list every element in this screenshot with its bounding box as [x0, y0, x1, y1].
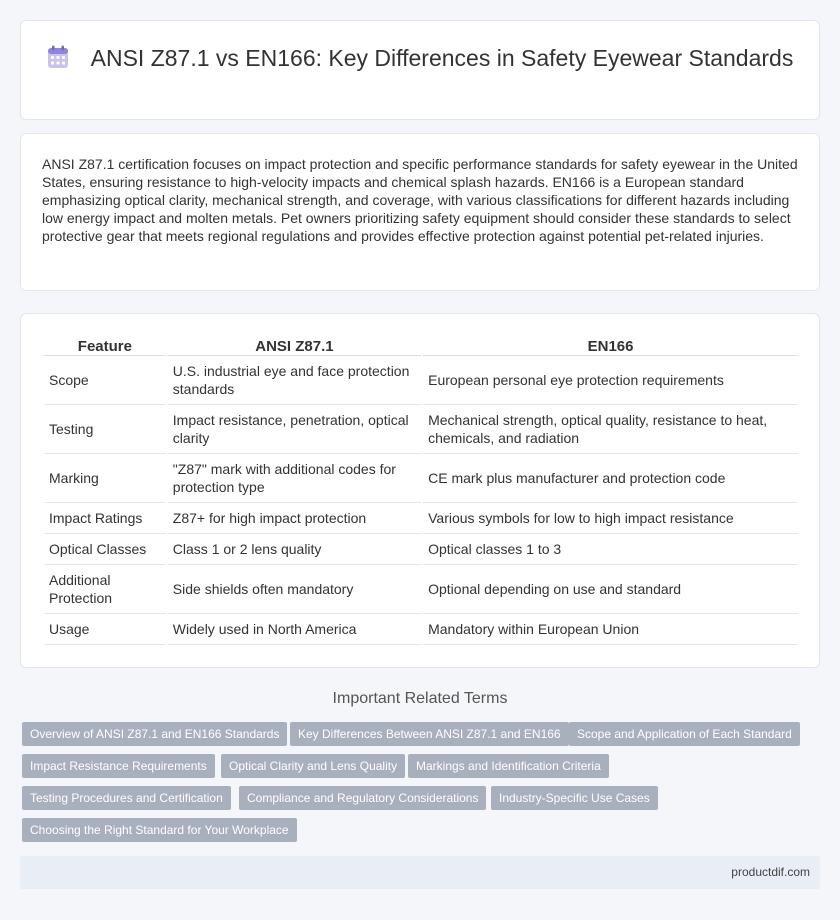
cell-ansi: Impact resistance, penetration, optical clarity: [168, 405, 421, 454]
related-term-tag[interactable]: Testing Procedures and Certification: [22, 786, 231, 810]
site-link[interactable]: productdif.com: [731, 865, 810, 879]
table-row: [44, 534, 798, 565]
header-feature: Feature: [44, 335, 166, 356]
calendar-grid-icon: [47, 45, 69, 69]
cell-en166: CE mark plus manufacturer and protection code: [423, 454, 798, 503]
related-term-tag[interactable]: Compliance and Regulatory Considerations: [239, 786, 486, 810]
footer: [20, 856, 820, 889]
cell-ansi: Widely used in North America: [168, 614, 421, 645]
cell-en166: European personal eye protection requirements: [423, 356, 798, 405]
cell-en166: Mechanical strength, optical quality, resistance to heat, chemicals, and radiation: [423, 405, 798, 454]
cell-feature: Scope: [44, 356, 166, 405]
related-term-tag[interactable]: Markings and Identification Criteria: [408, 754, 609, 778]
table-row: [44, 614, 798, 645]
related-term-tag[interactable]: Overview of ANSI Z87.1 and EN166 Standards: [22, 722, 287, 746]
table-header-row: [44, 335, 798, 356]
table-row: [44, 503, 798, 534]
cell-ansi: "Z87" mark with additional codes for protection type: [168, 454, 421, 503]
related-term-tag[interactable]: Industry-Specific Use Cases: [491, 786, 658, 810]
table-row: [44, 356, 798, 405]
related-term-tag[interactable]: Optical Clarity and Lens Quality: [221, 754, 405, 778]
related-term-tag[interactable]: Key Differences Between ANSI Z87.1 and EN166: [290, 722, 569, 746]
cell-feature: Testing: [44, 405, 166, 454]
cell-ansi: U.S. industrial eye and face protection standards: [168, 356, 421, 405]
cell-feature: Additional Protection: [44, 565, 166, 614]
cell-ansi: Side shields often mandatory: [168, 565, 421, 614]
cell-feature: Usage: [44, 614, 166, 645]
related-term-tag[interactable]: Choosing the Right Standard for Your Workplace: [22, 818, 297, 842]
cell-feature: Marking: [44, 454, 166, 503]
cell-en166: Mandatory within European Union: [423, 614, 798, 645]
cell-en166: Various symbols for low to high impact resistance: [423, 503, 798, 534]
table-row: [44, 405, 798, 454]
related-term-tag[interactable]: Impact Resistance Requirements: [22, 754, 215, 778]
cell-ansi: Class 1 or 2 lens quality: [168, 534, 421, 565]
comparison-card: [20, 313, 820, 668]
title-card: [20, 20, 820, 120]
related-terms-heading: Important Related Terms: [332, 690, 508, 707]
cell-en166: Optical classes 1 to 3: [423, 534, 798, 565]
table-row: [44, 565, 798, 614]
header-ansi: ANSI Z87.1: [168, 335, 421, 356]
cell-en166: Optional depending on use and standard: [423, 565, 798, 614]
title-text: ANSI Z87.1 vs EN166: Key Differences in Safety Eyewear Standards: [90, 45, 794, 71]
cell-ansi: Z87+ for high impact protection: [168, 503, 421, 534]
related-term-tag[interactable]: Scope and Application of Each Standard: [569, 722, 800, 746]
intro-paragraph: ANSI Z87.1 certification focuses on impact protection and specific performance standards for safety eyewear in the United States, ensuring resistance to high-velocity impacts and chemical splash hazards. EN166 is a European standard emphasizing optical clarity, mechanical strength, and coverage, with various classifications for different hazards including low energy impact and molten metals. Pet owners prioritizing safety equipment should consider these standards to select protective gear that meets regional regulations and provides effective protection against potential pet-related injuries.: [42, 156, 798, 244]
cell-feature: Impact Ratings: [44, 503, 166, 534]
header-en166: EN166: [423, 335, 798, 356]
cell-feature: Optical Classes: [44, 534, 166, 565]
table-row: [44, 454, 798, 503]
comparison-table: [42, 335, 800, 645]
intro-card: [20, 133, 820, 291]
page-title: [21, 44, 819, 73]
